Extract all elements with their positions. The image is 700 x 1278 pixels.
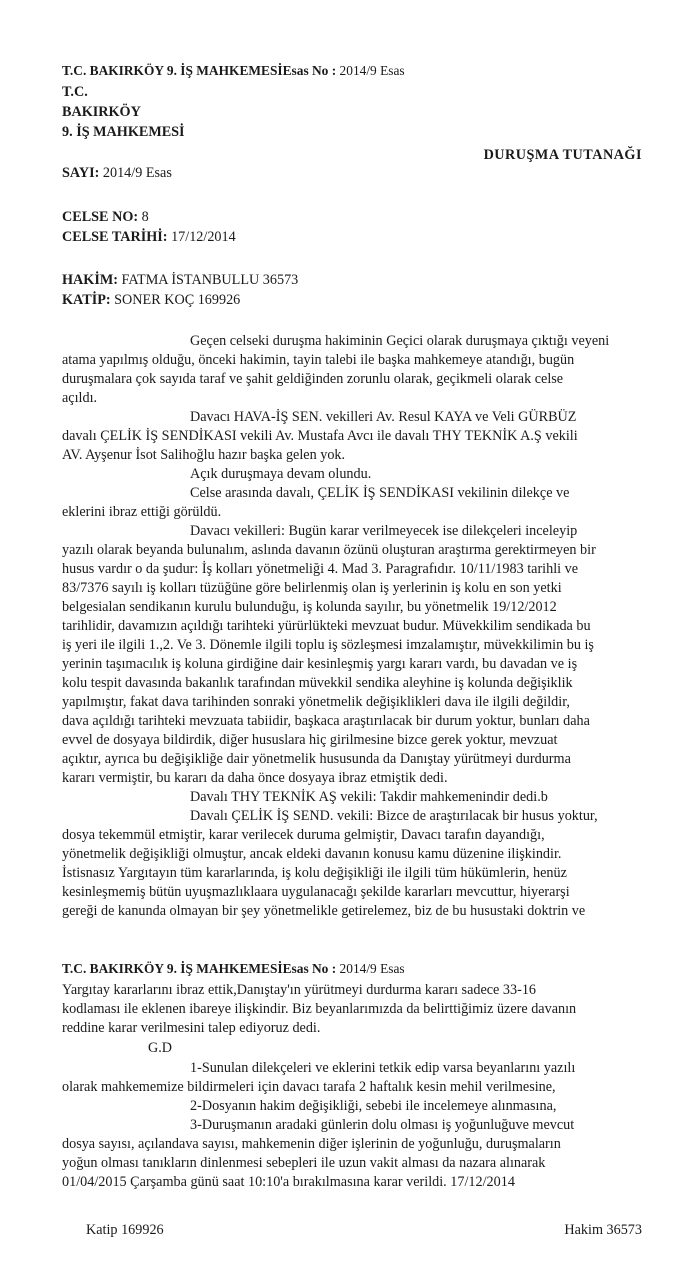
body-line: Açık duruşmaya devam olundu.	[190, 466, 372, 482]
body-line: belgesialan sendikanın kurulu bulunduğu, iş kolunda sayılır, bu yönetmelik 19/12/2012	[62, 599, 557, 615]
body-line: yoğun olması tanıkların dinlenmesi sebepleri ile uzun vakit alması da nazara alınarak	[62, 1155, 546, 1171]
body-line: açıktır, ayrıca bu değişikliğe dair yönetmelik hususunda da Danıştay yürütmeyi durdurma	[62, 751, 571, 767]
body-line: davalı ÇELİK İŞ SENDİKASI vekili Av. Mustafa Avcı ile davalı THY TEKNİK A.Ş vekili	[62, 428, 578, 444]
body-line: kodlaması ile eklenen ibareye ilişkindir. Biz beyanlarımızda da belirttiğimiz üzere davanın	[62, 1001, 577, 1017]
running-header-esas-value: 2014/9 Esas	[339, 63, 405, 78]
body-line: Yargıtay kararlarını ibraz ettik,Danıştay'ın yürütmeyi durdurma kararı sadece 33-16	[62, 982, 537, 998]
sayi-label: SAYI:	[62, 165, 100, 181]
sayi-value: 2014/9 Esas	[102, 165, 172, 181]
celse-tarihi-value: 17/12/2014	[171, 229, 236, 245]
body-line: dosya tekemmül etmiştir, karar verilecek duruma gelmiştir, Davacı tarafın dayandığı,	[62, 827, 545, 843]
katip-value: SONER KOÇ 169926	[114, 292, 241, 308]
hakim-label: HAKİM:	[62, 272, 118, 288]
celse-tarihi-label: CELSE TARİHİ:	[62, 229, 168, 245]
body-line: gereği de kanunda olmayan bir şey yönetmelikle getirelemez, biz de bu husustaki doktrin ve	[62, 903, 586, 919]
doc-title: DURUŞMA TUTANAĞI	[483, 147, 642, 163]
body-line: kolu tespit davasında bakanlık tarafından müvekkil sendika aleyhine iş kolunda değişiklik	[62, 675, 573, 691]
body-line: Davacı HAVA-İŞ SEN. vekilleri Av. Resul KAYA ve Veli GÜRBÜZ	[190, 409, 577, 425]
body-line: İstisnasız Yargıtayın tüm kararlarında, iş kolu değişikliği ile ilgili tüm hükümlerin, henüz	[62, 865, 567, 881]
running-header	[62, 62, 405, 79]
hakim-value: FATMA İSTANBULLU 36573	[121, 272, 299, 288]
body-line: yerinin taşımacılık iş koluna girdiğine dair kesinleşmiş yargı kararı vardı, bu davadan ve iş	[62, 656, 578, 672]
court-name: 9. İŞ MAHKEMESİ	[62, 124, 185, 140]
body-line: kararı vermiştir, bu kararı da daha önce dosyaya ibraz etmiştik dedi.	[62, 770, 448, 786]
body-line: Celse arasında davalı, ÇELİK İŞ SENDİKASI vekilinin dilekçe ve	[190, 485, 570, 501]
body-line: reddine karar verilmesini talep ediyoruz dedi.	[62, 1020, 321, 1036]
body-line: atama yapılmış olduğu, önceki hakimin, tayin talebi ile başka mahkemeye atandığı, bugün	[62, 352, 575, 368]
body-line: eklerini ibraz ettiği görüldü.	[62, 504, 222, 520]
city-line: BAKIRKÖY	[62, 104, 141, 120]
body-line: duruşmalara çok sayıda taraf ve şahit geldiğinden zorunlu olarak, geçikmeli olarak celse	[62, 371, 564, 387]
running-header	[62, 960, 405, 977]
celse-no-value: 8	[141, 209, 149, 225]
sayi-line	[62, 165, 172, 182]
katip-label: KATİP:	[62, 292, 111, 308]
body-line: kesinleşmemiş bütün uyuşmazlıklaara uygulanacağı şekilde kararları mevcuttur, hiyerarşi	[62, 884, 570, 900]
katip-line	[62, 292, 240, 309]
body-line: iş yeri ile ilgili 1.,2. Ve 3. Dönemle ilgili toplu iş sözleşmesi imzalamıştır, müvekkilimin bu iş	[62, 637, 594, 653]
running-header-court: T.C. BAKIRKÖY 9. İŞ MAHKEMESİ	[62, 63, 283, 78]
body-line: yazılı olarak beyanda bulunalım, aslında davanın özünü oluşturan araştırma gerektirmeyen bir	[62, 542, 596, 558]
body-line: yönetmelik değişikliği olmuştur, ancak eldeki davanın konusu kamu düzenine ilişkindir.	[62, 846, 562, 862]
body-line: Davalı ÇELİK İŞ SEND. vekili: Bizce de araştırılacak bir husus yoktur,	[190, 808, 598, 824]
running-header-esas-value: 2014/9 Esas	[339, 961, 405, 976]
katip-signature: Katip 169926	[86, 1222, 164, 1238]
celse-no-label: CELSE NO:	[62, 209, 139, 225]
body-line: Davalı THY TEKNİK AŞ vekili: Takdir mahkemenindir dedi.b	[190, 789, 548, 805]
body-line: 01/04/2015 Çarşamba günü saat 10:10'a bırakılmasına karar verildi. 17/12/2014	[62, 1174, 515, 1190]
body-line: evvel de dosyaya bildirdik, diğer hususlara hiç girilmesine bizce gerek yoktur, mevzuat	[62, 732, 558, 748]
body-line: dava açıldığı tarihteki mevzuata tabiidir, başkaca araştırılacak bir durum yoktur, bunları daha	[62, 713, 590, 729]
celse-no-line	[62, 209, 149, 226]
celse-tarihi-line	[62, 229, 236, 246]
body-line: 83/7376 sayılı iş kolları tüzüğüne göre belirlenmiş olan iş yerlerinin iş kolu en son yetki	[62, 580, 562, 596]
body-line: dosya sayısı, açılandava sayısı, mahkemenin diğer işlerinin de yoğunluğu, duruşmaların	[62, 1136, 561, 1152]
body-line: yapılmıştır, fakat dava tarihinden sonraki yönetmelik değişiklikleri dava ile ilgili değildir,	[62, 694, 570, 710]
body-line: 1-Sunulan dilekçeleri ve eklerini tetkik edip varsa beyanlarını yazılı	[190, 1060, 576, 1076]
body-line: tarihlidir, davamızın açıldığı tarihteki yürürlükteki mevzuat budur. Müvekkilim sendikada bu	[62, 618, 591, 634]
hakim-signature: Hakim 36573	[564, 1222, 642, 1238]
tc-line: T.C.	[62, 84, 88, 100]
body-line: 3-Duruşmanın aradaki günlerin dolu olması iş yoğunluğuve mevcut	[190, 1117, 575, 1133]
body-line: Geçen celseki duruşma hakiminin Geçici olarak duruşmaya çıktığı veyeni	[190, 333, 610, 349]
body-line: 2-Dosyanın hakim değişikliği, sebebi ile incelemeye alınmasına,	[190, 1098, 557, 1114]
body-line: Davacı vekilleri: Bugün karar verilmeyecek ise dilekçeleri inceleyip	[190, 523, 578, 539]
hakim-line	[62, 272, 298, 289]
body-line: olarak mahkememize bildirmeleri için davacı tarafa 2 haftalık kesin mehil verilmesine,	[62, 1079, 556, 1095]
running-header-esas-label: Esas No :	[282, 63, 337, 78]
running-header-court: T.C. BAKIRKÖY 9. İŞ MAHKEMESİ	[62, 961, 283, 976]
body-line: husus vardır o da şudur: İş kolları yönetmeliği 4. Mad 3. Paragrafıdır. 10/11/1983 tarihli ve	[62, 561, 579, 577]
running-header-esas-label: Esas No :	[282, 961, 337, 976]
body-line: AV. Ayşenur İsot Salihoğlu hazır başka gelen yok.	[62, 447, 346, 463]
gd-heading: G.D	[148, 1040, 173, 1056]
body-line: açıldı.	[62, 390, 98, 406]
